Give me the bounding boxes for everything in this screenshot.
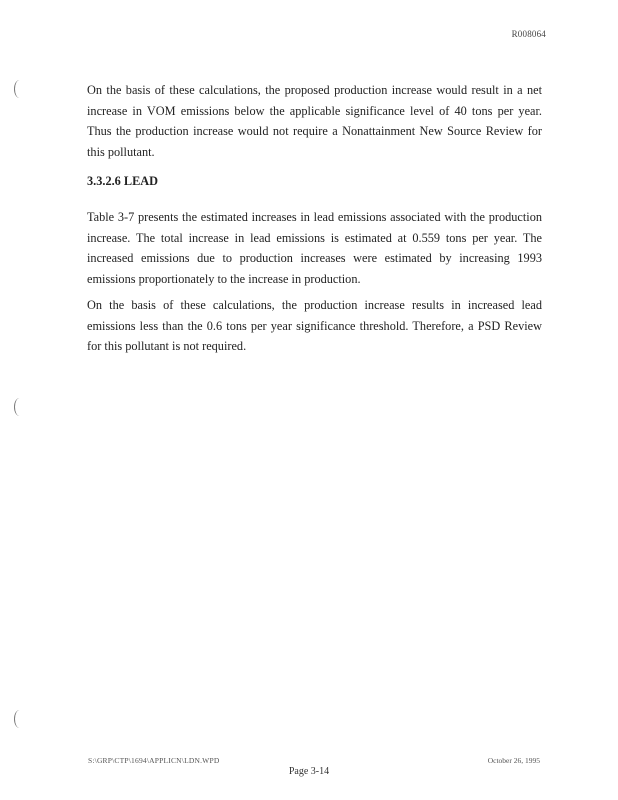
page-number: Page 3-14 xyxy=(288,766,330,777)
document-id: R008064 xyxy=(511,29,546,39)
section-heading-lead: 3.3.2.6 LEAD xyxy=(87,174,159,188)
body-paragraph-lead-conclusion: On the basis of these calculations, the production increase results in increased lead emissions less than the 0.6 tons per year significance threshold. Therefore, a PSD Review for this pollutant is not required. xyxy=(87,298,542,353)
footer-date: October 26, 1995 xyxy=(487,756,540,765)
body-paragraph-lead-increase: Table 3-7 presents the estimated increases in lead emissions associated with the production increase. The total increase in lead emissions is estimated at 0.559 tons per year. The increased emissions due to production increases were estimated by increasing 1993 emissions proportionately to the increase in production. xyxy=(87,210,542,286)
footer-file-path: S:\GRP\CTP\1694\APPLICN\LDN.WPD xyxy=(88,756,220,765)
body-paragraph-vom: On the basis of these calculations, the proposed production increase would result in a net increase in VOM emissions below the applicable significance level of 40 tons per year. Thus the production increase would not require a Nonattainment New Source Review for this pollutant. xyxy=(87,83,542,159)
binder-hole-mark xyxy=(14,710,25,728)
binder-hole-mark xyxy=(14,398,25,416)
binder-hole-mark xyxy=(14,80,25,98)
